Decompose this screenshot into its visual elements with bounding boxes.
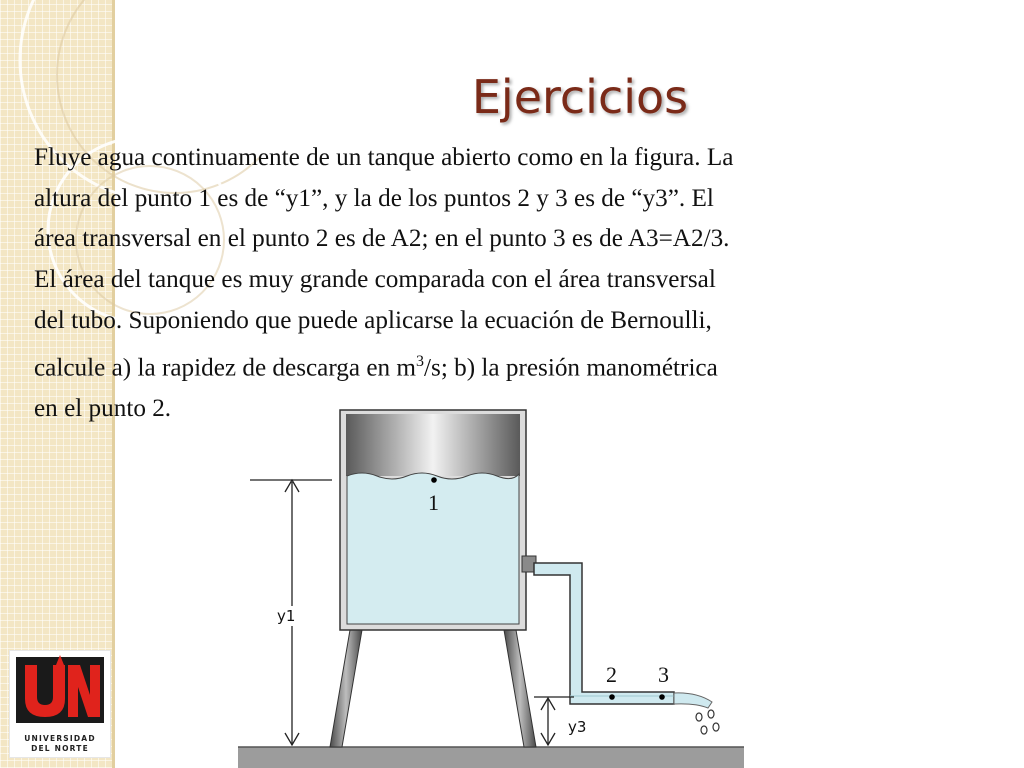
statement-line: área transversal en el punto 2 es de A2; en el punto 3 es de A3=A2/3. xyxy=(34,225,730,253)
point-3-label: 3 xyxy=(658,662,669,687)
tank-diagram xyxy=(202,400,762,768)
statement-fragment: /s; b) la presión manométrica xyxy=(424,353,718,381)
statement-fragment: calcule a) la rapidez de descarga en m xyxy=(34,353,417,381)
superscript-three: 3 xyxy=(416,352,425,370)
point-3-marker xyxy=(659,694,665,700)
tank-leg xyxy=(504,630,536,747)
water-drops xyxy=(696,710,719,734)
point-2-marker xyxy=(609,694,615,700)
university-logo xyxy=(9,650,111,758)
y1-label: y1 xyxy=(277,607,296,625)
statement-line: del tubo. Suponiendo que puede aplicarse la ecuación de Bernoulli, xyxy=(34,306,712,334)
problem-statement xyxy=(34,138,994,429)
logo-line-2: DEL NORTE xyxy=(31,744,89,753)
outlet-pipe xyxy=(534,563,674,704)
slide-title: Ejercicios xyxy=(471,70,689,124)
statement-line: Fluye agua continuamente de un tanque abierto como en la figura. La xyxy=(34,144,734,171)
logo-line-1: UNIVERSIDAD xyxy=(24,734,96,743)
point-2-label: 2 xyxy=(606,662,617,687)
statement-line: en el punto 2. xyxy=(34,394,172,422)
point-1-marker xyxy=(431,477,437,483)
tank-leg xyxy=(330,630,362,747)
ground xyxy=(238,747,744,768)
statement-line: El área del tanque es muy grande comparada con el área transversal xyxy=(34,266,716,294)
statement-line: altura del punto 1 es de “y1”, y la de los puntos 2 y 3 es de “y3”. El xyxy=(34,184,714,212)
y3-label: y3 xyxy=(568,718,587,736)
point-1-label: 1 xyxy=(428,490,439,515)
water-jet xyxy=(674,693,712,708)
statement-line-units xyxy=(34,342,994,389)
